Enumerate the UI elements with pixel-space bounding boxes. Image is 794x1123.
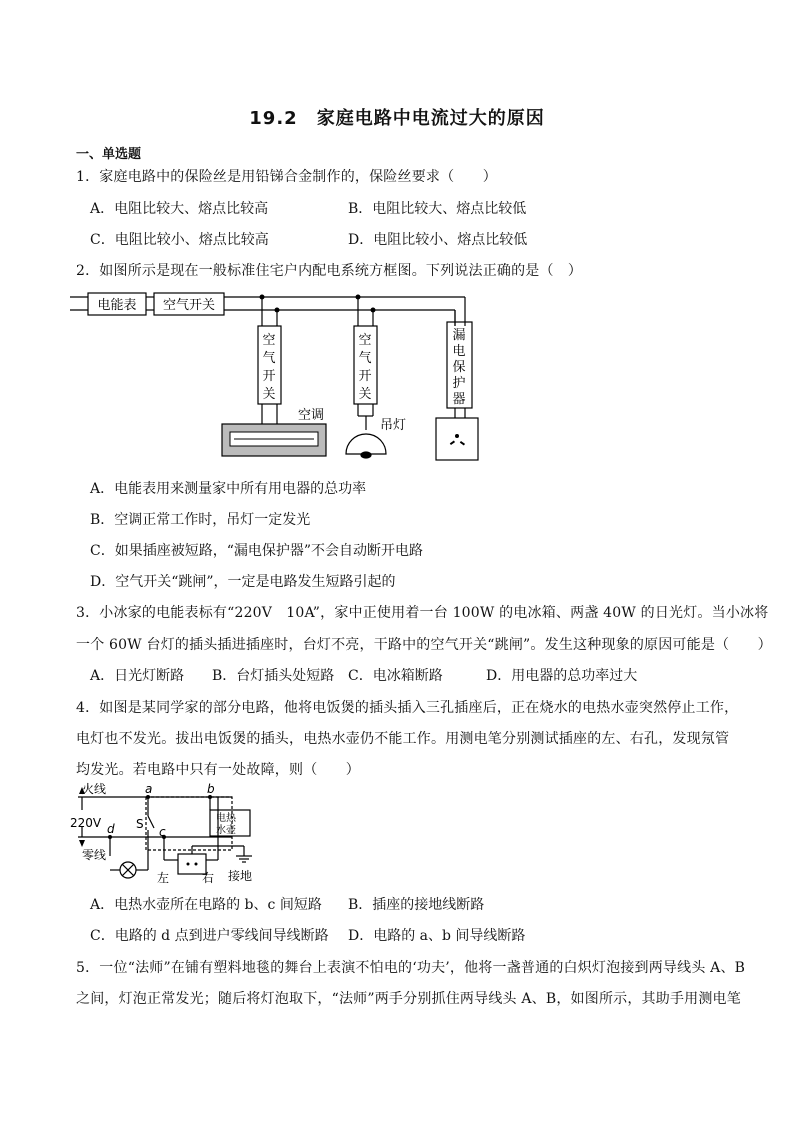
arrow-down-icon <box>79 840 85 847</box>
svg-text:器: 器 <box>452 392 466 407</box>
svg-text:c: c <box>159 825 166 839</box>
q3-stem-line2: 一个 60W 台灯的插头插进插座时，台灯不亮，干路中的空气开关“跳闸”。发生这种现象的原因可能是（ ） <box>76 637 772 653</box>
air-conditioner-icon <box>222 424 326 456</box>
svg-text:漏: 漏 <box>452 328 466 343</box>
q4-stem-line3: 均发光。若电路中只有一处故障，则（ ） <box>76 762 360 778</box>
svg-text:护: 护 <box>452 376 466 391</box>
q1-stem: 1．家庭电路中的保险丝是用铅锑合金制作的，保险丝要求（ ） <box>76 169 497 185</box>
q1-option-a[interactable]: A．电阻比较大、熔点比较高 <box>90 201 269 217</box>
q2-option-c[interactable]: C．如果插座被短路，“漏电保护器”不会自动断开电路 <box>90 543 424 559</box>
svg-text:零线: 零线 <box>82 848 107 862</box>
q5-stem-line1: 5．一位“法师”在铺有塑料地毯的舞台上表演不怕电的‘功夫’，他将一盏普通的白炽灯泡接到两导线头 A、B <box>76 960 746 976</box>
svg-text:a: a <box>145 782 153 796</box>
svg-text:开: 开 <box>262 369 276 384</box>
q4-option-a[interactable]: A．电热水壶所在电路的 b、c 间短路 <box>90 897 322 913</box>
q2-option-b[interactable]: B．空调正常工作时，吊灯一定发光 <box>90 512 311 528</box>
q4-stem-line1: 4．如图是某同学家的部分电路，他将电饭煲的插头插入三孔插座后，正在烧水的电热水壶突然停止工作， <box>76 700 739 716</box>
q5-stem-line2: 之间，灯泡正常发光；随后将灯泡取下，“法师”两手分别抓住两导线头 A、B，如图所示，其助手用测电笔 <box>76 991 741 1007</box>
svg-text:关: 关 <box>262 387 276 402</box>
svg-text:气: 气 <box>358 351 372 366</box>
svg-text:气: 气 <box>262 351 276 366</box>
q1-option-c[interactable]: C．电阻比较小、熔点比较高 <box>90 232 269 248</box>
svg-text:火线: 火线 <box>82 782 107 796</box>
page-title: 19.2 家庭电路中电流过大的原因 <box>249 108 545 129</box>
svg-text:水壶: 水壶 <box>216 825 236 836</box>
q4-option-d[interactable]: D．电路的 a、b 间导线断路 <box>348 928 526 944</box>
svg-text:接地: 接地 <box>228 869 253 883</box>
svg-text:S: S <box>136 817 144 831</box>
svg-text:保: 保 <box>452 360 466 375</box>
q4-circuit-diagram <box>68 780 268 890</box>
q3-option-c[interactable]: C．电冰箱断路 <box>348 668 443 684</box>
q1-option-d[interactable]: D．电阻比较小、熔点比较低 <box>348 232 528 248</box>
svg-text:左: 左 <box>157 871 170 885</box>
socket-box <box>436 418 478 460</box>
q2-option-a[interactable]: A．电能表用来测量家中所有用电器的总功率 <box>90 481 367 497</box>
svg-text:右: 右 <box>202 871 215 885</box>
section-heading: 一、单选题 <box>76 147 142 162</box>
svg-text:电热: 电热 <box>216 813 236 824</box>
svg-text:b: b <box>207 782 215 796</box>
lamp-label: 吊灯 <box>380 418 407 433</box>
svg-text:开: 开 <box>358 369 372 384</box>
main-switch-label: 空气开关 <box>162 298 216 313</box>
socket-icon <box>450 434 465 446</box>
svg-text:关: 关 <box>358 387 372 402</box>
q3-stem-line1: 3．小冰家的电能表标有“220V 10A”，家中正使用着一台 100W 的电冰箱、两盏 40W 的日光灯。当小冰将 <box>76 605 769 621</box>
svg-text:电: 电 <box>452 344 466 359</box>
q3-option-a[interactable]: A．日光灯断路 <box>90 668 185 684</box>
svg-text:空: 空 <box>262 333 276 348</box>
svg-text:空: 空 <box>358 333 372 348</box>
pendant-lamp-icon <box>346 434 386 458</box>
svg-text:d: d <box>107 822 115 836</box>
q2-option-d[interactable]: D．空气开关“跳闸”，一定是电路发生短路引起的 <box>90 574 396 590</box>
q2-distribution-diagram <box>70 284 490 466</box>
svg-text:220V: 220V <box>70 816 102 830</box>
q1-option-b[interactable]: B．电阻比较大、熔点比较低 <box>348 201 527 217</box>
q3-option-b[interactable]: B．台灯插头处短路 <box>212 668 335 684</box>
q3-option-d[interactable]: D．用电器的总功率过大 <box>486 668 638 684</box>
q4-stem-line2: 电灯也不发光。拔出电饭煲的插头，电热水壶仍不能工作。用测电笔分别测试插座的左、右孔，发现氖管 <box>76 731 730 747</box>
q2-stem: 2．如图所示是现在一般标准住宅户内配电系统方框图。下列说法正确的是（ ） <box>76 263 583 279</box>
meter-label: 电能表 <box>97 298 137 313</box>
q4-option-c[interactable]: C．电路的 d 点到进户零线间导线断路 <box>90 928 329 944</box>
ac-label: 空调 <box>298 408 325 423</box>
q4-option-b[interactable]: B．插座的接地线断路 <box>348 897 485 913</box>
